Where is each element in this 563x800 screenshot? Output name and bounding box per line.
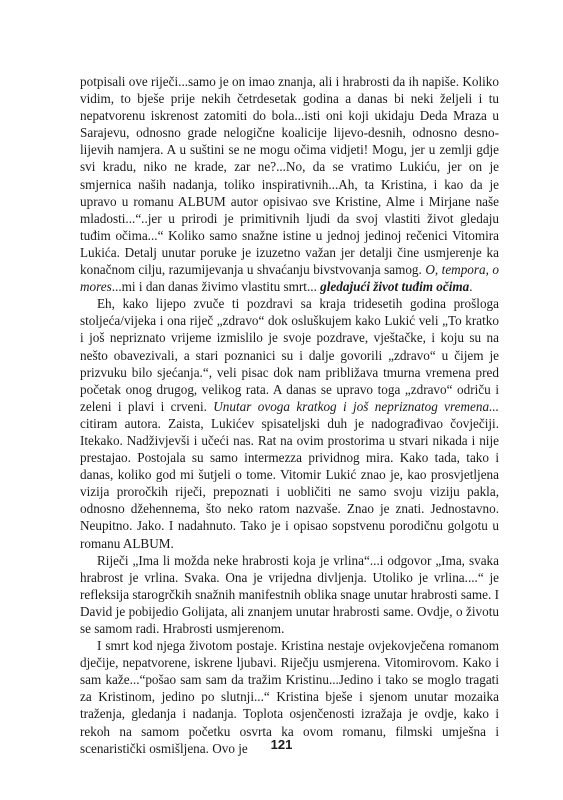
text-run: I smrt kod njega životom postaje. Kristina nestaje ovjekovječena romanom dječije, nepatvorene, iskrene ljubavi. Riječju usmjerena. Vitomirovom. Kako i sam kaže...“pošao sam sam da tražim Kristinu...Jedino i tako se moglo tragati za Kristinom, jedino po slutnji...“ Kristina bješe i sjenom unutar mozaika traženja, gledanja i nadanja. Toplota osjenčenosti izražaja je ovdje, kako i rekoh na samom početku osvrta ka ovom romanu, filmski umješna i scenaristički osmišljena. Ovo je [80, 638, 499, 756]
text-run: citiram autora. Zaista, Lukićev spisateljski duh je nadograđivao čovječiji. Itekako. Nadživjevši i učeći nas. Rat na ovim prostorima u stvari nikada i nije prestajao. Postojala su samo intermezza prividnog mira. Kako tada, tako i danas, koliko god mi šutjeli o tome. Vitomir Lukić znao je, kao prosvjetljena vizija proročkih riječi, prepoznati i uobličiti ne samo svoju viziju pakla, odnosno džehennema, što neko ratom nazvaše. Znao je znati. Jednostavno. Neupitno. Jako. I nadahnuto. Tako je i opisao sopstvenu porodičnu golgotu u romanu ALBUM. [80, 415, 499, 551]
page-number: 121 [270, 737, 293, 752]
text-run: ...mi i dan danas živimo vlastitu smrt... [111, 279, 321, 295]
paragraph [80, 73, 499, 295]
emphasized-text: O, tempora, o mores [80, 262, 499, 295]
paragraph [80, 552, 499, 637]
emphasized-text: Unutar ovoga kratkog i još nepriznatog vremena... [213, 398, 499, 414]
text-run: potpisali ove riječi...samo je on imao znanja, ali i hrabrosti da ih napiše. Koliko vidim, to bješe prije nekih četrdesetak godina a danas bi neki željeli i tu nepatvorenu iskrenost zatomiti do bola...isti oni koji ukidaju Deda Mraza u Sarajevu, odnosno grade nelogične koalicije lijevo-desnih, odnosno desno-lijevih namjera. A u suštini se ne mogu očima vidjeti! Mogu, jer u zemlji gdje svi kradu, niko ne krade, zar ne?...No, da se vratimo Lukiću, jer on je smjernica naših nadanja, toliko inspirativnih...Ah, ta Kristina, i kao da je upravo u romanu ALBUM autor opisivao sve Kristine, Alme i Mirjane naše mladosti...“..jer u prirodi je primitivnih ljudi da svoj vlastiti život gledaju tuđim očima...“ Koliko samo snažne istine u jednoj jedinoj rečenici Vitomira Lukića. Detalj unutar poruke je izuzetno važan jer detalji čine usmjerenje ka konačnom cilju, razumijevanja u shvaćanju bivstvovanja samog. [80, 74, 499, 278]
body-text [80, 73, 499, 757]
text-run: Riječi „Ima li možda neke hrabrosti koja je vrlina“...i odgovor „Ima, svaka hrabrost je vrlina. Svaka. Ona je vrijedna divljenja. Utoliko je vrlina....“ je refleksija starogrčkih snažnih manifestnih oblika snage unutar hrabrosti same. I David je pobijedio Golijata, ali znanjem unutar hrabrosti same. Ovdje, o životu se samom radi. Hrabrosti usmjerenom. [80, 552, 499, 636]
text-run: Eh, kako lijepo zvuče ti pozdravi sa kraja tridesetih godina prošloga stoljeća/vijeka i ona riječ „zdravo“ dok osluškujem kako Lukić veli „To kratko i još nepriznato vrijeme izmislilo je svoje pozdrave, vještačke, i koju su na nešto obavezivali, a stari poznanici su i dalje govorili „zdravo“ u čijem je prizvuku bilo sjećanja.“, veli pisac dok nam približava tmurna vremena pred početak onog drugog, velikog rata. A danas se upravo toga „zdravo“ odriču i zeleni i plavi i crveni. [80, 296, 499, 414]
paragraph [80, 295, 499, 551]
text-run: . [469, 279, 473, 295]
emphasized-text: gledajući život tuđim očima [320, 279, 470, 295]
